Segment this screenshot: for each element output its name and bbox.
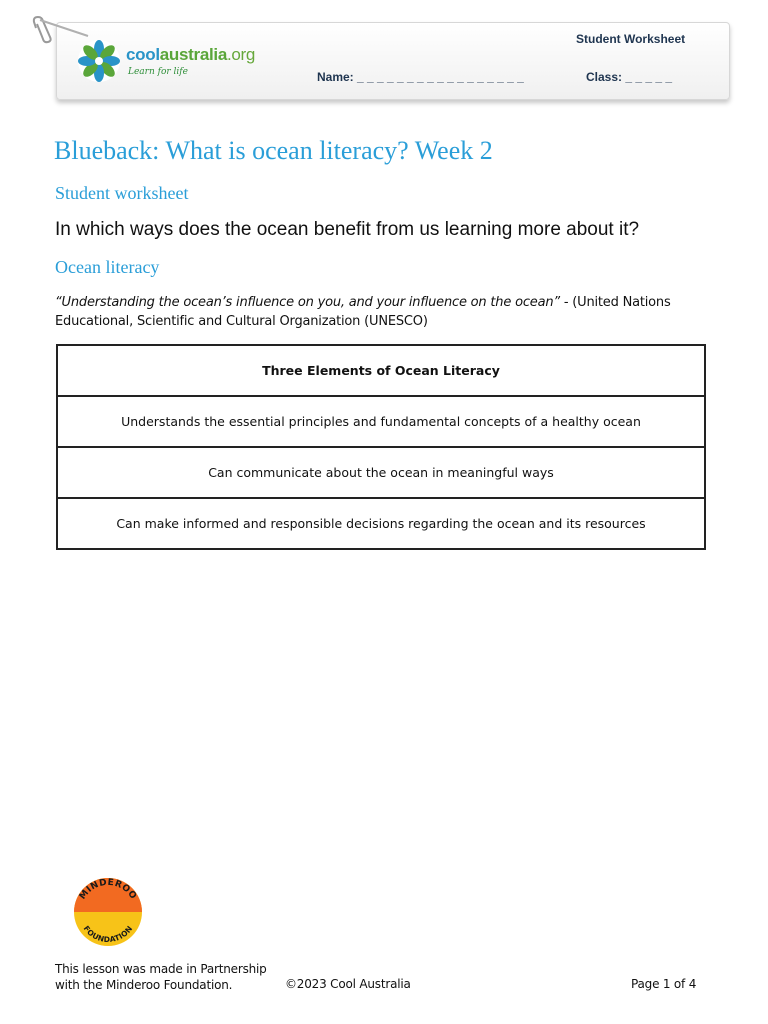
table-cell: Can make informed and responsible decisions regarding the ocean and its resources	[57, 498, 705, 549]
student-worksheet-label: Student Worksheet	[576, 32, 686, 46]
logo-tagline: Learn for life	[128, 67, 188, 77]
table-header-cell: Three Elements of Ocean Literacy	[57, 345, 705, 396]
partner-line-2: with the Minderoo Foundation.	[55, 978, 233, 992]
minderoo-foundation-logo	[71, 877, 145, 947]
logo-org: .org	[226, 45, 256, 64]
table-cell: Can communicate about the ocean in meaningful ways	[57, 447, 705, 498]
table-row	[57, 447, 705, 498]
section-heading: Ocean literacy	[55, 257, 160, 277]
quote-text: “Understanding the ocean’s influence on you, and your influence on the ocean”	[55, 295, 560, 310]
table-row	[57, 396, 705, 447]
class-field: Class: _ _ _ _ _	[586, 70, 673, 84]
table-header-row	[57, 345, 705, 396]
table-row	[57, 498, 705, 549]
page-title: Blueback: What is ocean literacy? Week 2	[54, 136, 493, 165]
footer-partnership-note	[55, 961, 267, 993]
ocean-literacy-table	[56, 344, 706, 550]
guiding-question: In which ways does the ocean benefit from us learning more about it?	[55, 219, 640, 240]
minderoo-bottom-text: FOUNDATION	[81, 924, 135, 945]
page-number: Page 1 of 4	[631, 977, 697, 991]
footer-copyright: ©2023 Cool Australia	[285, 977, 411, 991]
logo-australia: australia	[159, 45, 227, 64]
logo-cool: cool	[126, 45, 160, 64]
unesco-quote	[55, 293, 695, 331]
name-field: Name: _ _ _ _ _ _ _ _ _ _ _ _ _ _ _ _ _	[317, 70, 524, 84]
coolaustralia-logo-text	[126, 45, 255, 65]
table-cell: Understands the essential principles and fundamental concepts of a healthy ocean	[57, 396, 705, 447]
quote-attribution: - (United Nations Educational, Scientific and Cultural Organization (UNESCO)	[55, 295, 671, 329]
page-subtitle: Student worksheet	[55, 183, 189, 203]
coolaustralia-logo-icon	[76, 38, 122, 84]
minderoo-top-text: MINDEROO	[77, 877, 139, 902]
partner-line-1: This lesson was made in Partnership	[55, 962, 267, 976]
